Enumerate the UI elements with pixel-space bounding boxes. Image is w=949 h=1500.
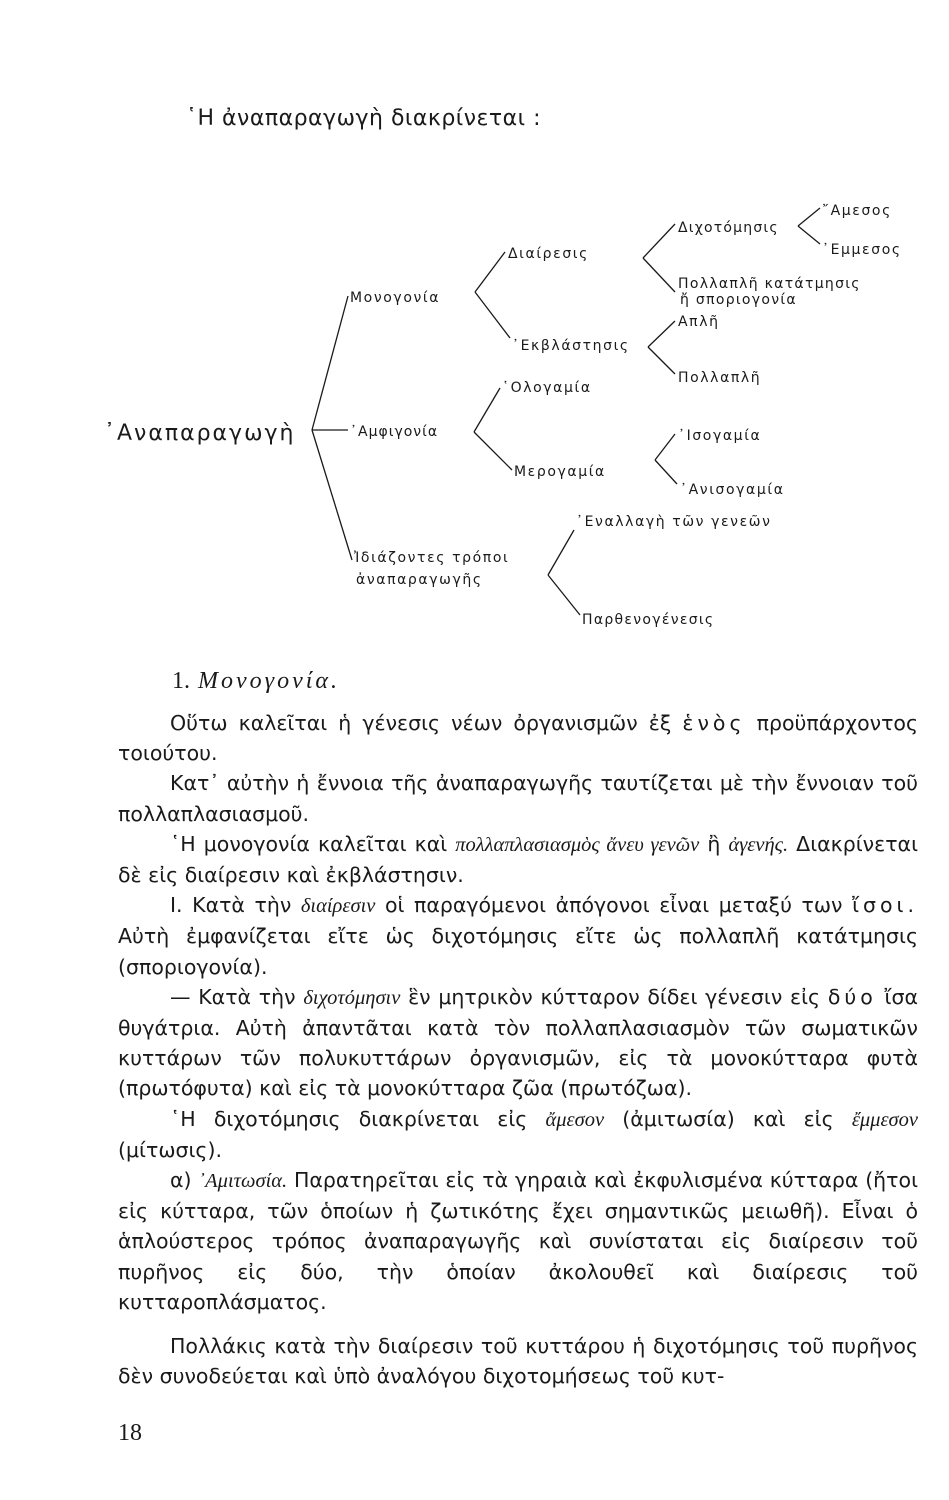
line-idiazontes-parthenogenesis xyxy=(548,575,580,615)
line-ekvlastisis-pollapli xyxy=(648,347,675,374)
paragraph-6: ῾Η διχοτόμησις διακρίνεται εἰς ἄμεσον (ἀμιτωσία) καὶ εἰς ἔμμεσον (μίτωσις). xyxy=(118,1106,919,1162)
tree-anisogamia-label: ᾿Ανισογαμία xyxy=(680,482,785,498)
reproduction-classification-tree xyxy=(0,0,949,660)
tree-diairesis-label: Διαίρεσις xyxy=(508,246,589,262)
tree-idiazontes-label-2: ἀναπαραγωγῆς xyxy=(356,572,483,588)
tree-emmesos-label: ᾿Εμμεσος xyxy=(822,242,902,258)
line-amfigonia-merogamia xyxy=(474,432,512,470)
tree-pollapli-katatmisis-label: Πολλαπλῆ κατάτμησις xyxy=(678,276,861,292)
section-title xyxy=(172,668,340,695)
tree-dichotomisis-label: Διχοτόμησις xyxy=(678,220,779,236)
tree-parthenogenesis-label: Παρθενογένεσις xyxy=(582,612,715,628)
tree-isogamia-label: ᾿Ισογαμία xyxy=(678,428,762,444)
line-root-monogonia xyxy=(312,296,348,430)
paragraph-4: Ι. Κατὰ τὴν διαίρεσιν οἱ παραγόμενοι ἀπόγονοι εἶναι μεταξύ των ἴσοι. Αὐτὴ ἐμφανίζεται εἴτε ὡς διχοτόμησις εἴτε ὡς πολλαπλῆ κατάτμησις (σποριογονία). xyxy=(118,893,918,979)
tree-pollapli-label: Πολλαπλῆ xyxy=(678,370,762,386)
tree-root-label: ᾿Αναπαραγωγὴ xyxy=(104,421,296,446)
paragraph-8: Πολλάκις κατὰ τὴν διαίρεσιν τοῦ κυττάρου ἡ διχοτόμησις τοῦ πυρῆνος δὲν συνοδεύεται καὶ ὑπὸ ἀναλόγου διχοτομήσεως τοῦ κυτ- xyxy=(118,1334,918,1389)
section-number: 1. xyxy=(172,668,190,694)
page-heading: ῾Η ἀναπαραγωγὴ διακρίνεται : xyxy=(186,106,541,131)
line-diairesis-dichotomisis xyxy=(643,224,675,258)
tree-amesos-label: ῎Αμεσος xyxy=(822,203,892,219)
tree-ologamia-label: ῾Ολογαμία xyxy=(502,380,592,396)
paragraph-2: Κατ᾿ αὐτὴν ἡ ἔννοια τῆς ἀναπαραγωγῆς ταυτίζεται μὲ τὴν ἔννοιαν τοῦ πολλαπλασιασμοῦ. xyxy=(118,771,918,826)
tree-ekvlastisis-label: ᾿Εκβλάστησις xyxy=(512,338,630,354)
line-merogamia-isogamia xyxy=(655,434,675,460)
line-root-idiazontes xyxy=(312,430,352,560)
line-dichotomisis-emmesos xyxy=(798,226,820,244)
tree-apli-label: Απλῆ xyxy=(678,314,720,330)
line-monogonia-diairesis xyxy=(475,252,505,292)
line-amfigonia-ologamia xyxy=(474,388,500,432)
line-diairesis-pollapli xyxy=(643,258,675,292)
line-idiazontes-enallagi xyxy=(548,530,574,575)
body-text xyxy=(118,708,918,1391)
tree-monogonia-label: Μονογονία xyxy=(350,290,441,306)
paragraph-1: Οὕτω καλεῖται ἡ γένεσις νέων ὀργανισμῶν ἐξ ἑνὸς προϋπάρχοντος τοιούτου. xyxy=(118,711,918,766)
tree-merogamia-label: Μερογαμία xyxy=(514,464,606,480)
page-number: 18 xyxy=(118,1420,142,1446)
tree-enallagi-label: ᾿Εναλλαγὴ τῶν γενεῶν xyxy=(576,514,772,530)
line-ekvlastisis-apli xyxy=(648,321,675,347)
paragraph-5: — Κατὰ τὴν διχοτόμησιν ἓν μητρικὸν κύτταρον δίδει γένεσιν εἰς δύο ἴσα θυγάτρια. Αὐτὴ ἀπαντᾶται κατὰ τὸν πολλαπλασιασμὸν τῶν σωματικῶν κυττάρων τῶν πολυκυττάρων ὀργανισμῶν, εἰς τὰ μονοκύτταρα φυτὰ (πρωτόφυτα) καὶ εἰς τὰ μονοκύτταρα ζῶα (πρωτόζωα). xyxy=(118,984,918,1101)
paragraph-3: ῾Η μονογονία καλεῖται καὶ πολλαπλασιασμὸς ἄνευ γενῶν ἢ ἀγενής. Διακρίνεται δὲ εἰς διαίρεσιν καὶ ἐκβλάστησιν. xyxy=(118,831,919,888)
section-title-text: Μονογονία. xyxy=(198,668,341,694)
tree-idiazontes-label-1: Ἰδιάζοντες τρόποι xyxy=(354,550,510,566)
line-monogonia-ekvlastisis xyxy=(475,292,510,338)
line-dichotomisis-amesos xyxy=(798,208,820,226)
tree-sporiogonia-label: ἤ σποριογονία xyxy=(680,292,797,308)
line-merogamia-anisogamia xyxy=(655,460,677,484)
tree-amfigonia-label: ᾿Αμφιγονία xyxy=(350,424,439,440)
paragraph-7: α) ᾿Αμιτωσία. Παρατηρεῖται εἰς τὰ γηραιὰ καὶ ἐκφυλισμένα κύτταρα (ἤτοι εἰς κύτταρα, τῶν ὁποίων ἡ ζωτικότης ἔχει σημαντικῶς μειωθῆ). Εἶναι ὁ ἁπλούστερος τρόπος ἀναπαραγωγῆς καὶ συνίσταται εἰς διαίρεσιν τοῦ πυρῆνος εἰς δύο, τὴν ὁποίαν ἀκολουθεῖ καὶ διαίρεσις τοῦ κυτταροπλάσματος. xyxy=(118,1168,918,1314)
